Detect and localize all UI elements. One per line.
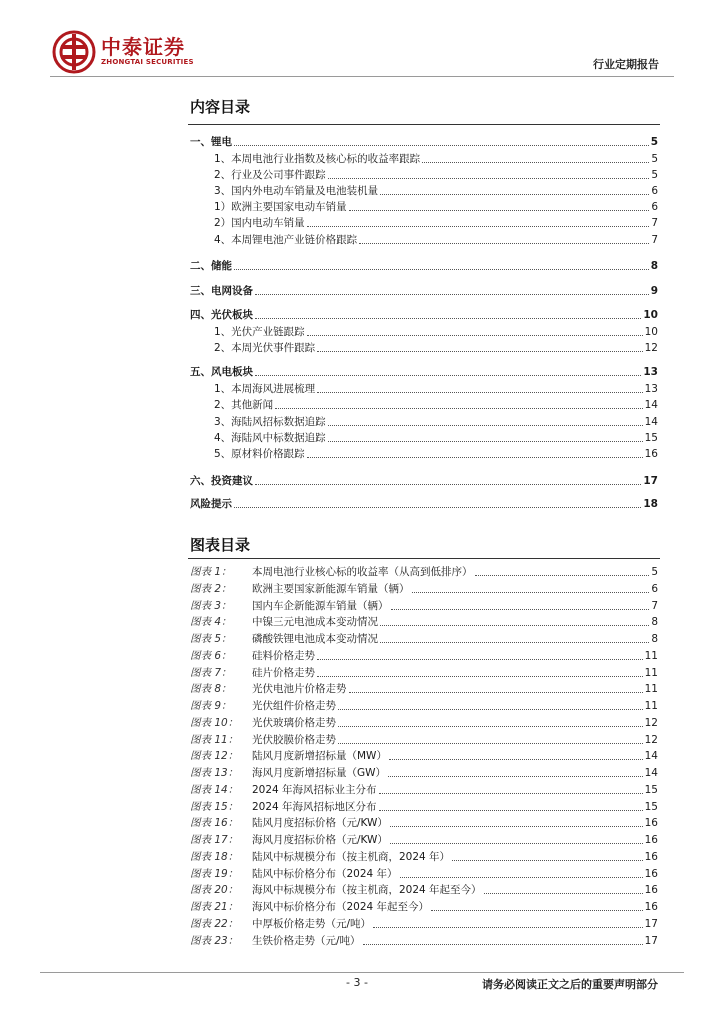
toc-title: 内容目录	[190, 98, 251, 116]
toc-entry-page: 13	[644, 383, 658, 395]
toc-entry[interactable]	[190, 472, 658, 488]
figure-entry-page: 11	[644, 700, 658, 712]
toc-entry-label: 五、风电板块	[190, 366, 253, 378]
figure-entry[interactable]	[190, 831, 658, 847]
toc-entry-label: 四、光伏板块	[190, 309, 253, 321]
dot-leader	[412, 592, 650, 593]
dot-leader	[475, 575, 650, 576]
toc-entry-page: 5	[650, 136, 658, 148]
figure-entry-page: 17	[644, 934, 658, 947]
dot-leader	[379, 793, 643, 794]
figure-entry-label: 中厚板价格走势（元/吨）	[252, 917, 372, 930]
dot-leader	[338, 726, 643, 727]
dot-leader	[328, 178, 650, 179]
toc-entry-page: 10	[644, 326, 658, 338]
brand-name-en: ZHONGTAI SECURITIES	[101, 58, 194, 66]
dot-leader	[307, 335, 643, 336]
figure-entry[interactable]	[190, 563, 658, 579]
dot-leader	[390, 826, 643, 827]
figure-entry-label: 硅料价格走势	[252, 649, 315, 662]
figure-entry-prefix: 图表 20：	[190, 884, 239, 897]
figure-entry[interactable]	[190, 915, 658, 931]
toc-entry[interactable]	[214, 231, 658, 247]
dot-leader	[255, 294, 649, 295]
dot-leader	[307, 457, 643, 458]
figures-title-divider	[188, 558, 660, 559]
toc-entry[interactable]	[190, 495, 658, 511]
toc-entry-page: 7	[651, 217, 658, 229]
toc-entry[interactable]	[214, 214, 658, 230]
toc-entry[interactable]	[190, 257, 658, 273]
dot-leader	[317, 659, 643, 660]
figure-entry-prefix: 图表 14：	[190, 783, 239, 796]
dot-leader	[234, 145, 649, 146]
toc-entry-label: 1、本周电池行业指数及核心标的收益率跟踪	[214, 153, 421, 165]
figure-entry-label: 欧洲主要国家新能源车销量（辆）	[252, 582, 410, 595]
toc-entry[interactable]	[190, 133, 658, 149]
toc-entry-page: 5	[651, 153, 658, 165]
figure-entry-label: 陆风月度招标价格（元/KW）	[252, 817, 388, 830]
figure-entry[interactable]	[190, 680, 658, 696]
figure-entry[interactable]	[190, 580, 658, 596]
toc-entry-label: 3、国内外电动车销量及电池装机量	[214, 185, 379, 197]
figure-entry-label: 生铁价格走势（元/吨）	[252, 934, 361, 947]
figure-entry-label: 陆风中标规模分布（按主机商，2024 年）	[252, 850, 451, 863]
dot-leader	[317, 392, 642, 393]
figure-entry-prefix: 图表 9：	[190, 700, 232, 712]
toc-entry-label: 2、本周光伏事件跟踪	[214, 342, 316, 354]
toc-entry[interactable]	[214, 182, 658, 198]
toc-entry-label: 4、海陆风中标数据追踪	[214, 432, 326, 444]
toc-entry-page: 15	[644, 432, 658, 444]
figure-entry-prefix: 图表 22：	[190, 917, 239, 930]
toc-entry-page: 14	[644, 399, 658, 411]
figure-entry-page: 8	[651, 616, 658, 629]
figure-entry-label: 本周电池行业核心标的收益率（从高到低排序）	[252, 566, 473, 578]
toc-entry-page: 10	[643, 309, 658, 321]
dot-leader	[349, 210, 650, 211]
dot-leader	[388, 776, 643, 777]
figure-entry[interactable]	[190, 898, 658, 914]
toc-entry-page: 16	[644, 448, 658, 460]
figure-entry[interactable]	[190, 630, 658, 646]
dot-leader	[380, 625, 649, 626]
dot-leader	[349, 692, 643, 693]
figure-entry-page: 11	[644, 666, 658, 679]
dot-leader	[275, 408, 642, 409]
figure-entry[interactable]	[190, 714, 658, 730]
toc-entry-label: 1）欧洲主要国家电动车销量	[214, 201, 347, 213]
figure-entry[interactable]	[190, 597, 658, 613]
figure-entry-prefix: 图表 21：	[190, 901, 239, 913]
figure-entry-page: 11	[644, 683, 658, 696]
figure-entry-page: 15	[644, 783, 658, 796]
dot-leader	[338, 709, 643, 710]
dot-leader	[389, 759, 643, 760]
toc-entry-page: 8	[650, 260, 658, 272]
figure-entry[interactable]	[190, 881, 658, 897]
toc-entry-page: 17	[643, 475, 658, 487]
footer-disclaimer: 请务必阅读正文之后的重要声明部分	[482, 978, 658, 991]
figure-entry-page: 14	[644, 750, 658, 763]
figure-entry-page: 11	[644, 649, 658, 662]
figure-entry[interactable]	[190, 747, 658, 763]
figure-entry-prefix: 图表 16：	[190, 817, 239, 830]
figure-entry-label: 光伏电池片价格走势	[252, 683, 347, 696]
toc-entry-page: 14	[644, 416, 658, 428]
figure-entry[interactable]	[190, 664, 658, 680]
figure-entry[interactable]	[190, 647, 658, 663]
figure-entry-page: 16	[644, 901, 658, 913]
figure-entry-prefix: 图表 17：	[190, 834, 239, 846]
figure-entry-label: 海风中标价格分布（2024 年起至今）	[252, 901, 430, 913]
toc-entry-page: 18	[643, 498, 658, 510]
report-type: 行业定期报告	[593, 58, 659, 71]
dot-leader	[234, 507, 641, 508]
dot-leader	[317, 676, 643, 677]
dot-leader	[359, 243, 649, 244]
figure-entry[interactable]	[190, 814, 658, 830]
toc-entry-label: 一、锂电	[190, 136, 232, 148]
dot-leader	[390, 843, 643, 844]
toc-entry[interactable]	[214, 396, 658, 412]
toc-entry[interactable]	[214, 166, 658, 182]
dot-leader	[338, 743, 643, 744]
brand-name-cn: 中泰证券	[101, 35, 185, 59]
figure-entry-page: 12	[644, 716, 658, 729]
figure-entry[interactable]	[190, 613, 658, 629]
figure-entry-page: 16	[644, 867, 658, 880]
figure-entry-prefix: 图表 19：	[190, 867, 239, 880]
toc-entry[interactable]	[214, 339, 658, 355]
figure-entry-prefix: 图表 10：	[190, 716, 239, 729]
figure-entry-page: 7	[651, 599, 658, 612]
figure-entry-label: 海风月度新增招标量（GW）	[252, 767, 387, 779]
dot-leader	[484, 893, 643, 894]
toc-entry-label: 4、本周锂电池产业链价格跟踪	[214, 234, 358, 246]
figure-entry[interactable]	[190, 932, 658, 948]
figure-entry-prefix: 图表 3：	[190, 599, 232, 612]
toc-entry-label: 三、电网设备	[190, 285, 253, 297]
toc-entry-page: 9	[650, 285, 658, 297]
figure-entry-label: 陆风月度新增招标量（MW）	[252, 750, 387, 763]
toc-entry-label: 2、行业及公司事件跟踪	[214, 169, 326, 181]
toc-entry-label: 二、储能	[190, 260, 232, 272]
figure-entry-page: 16	[644, 884, 658, 897]
dot-leader	[234, 269, 649, 270]
dot-leader	[380, 194, 649, 195]
toc-entry-label: 1、光伏产业链跟踪	[214, 326, 305, 338]
figure-entry-page: 12	[644, 733, 658, 746]
dot-leader	[379, 810, 643, 811]
figure-entry-label: 2024 年海风招标地区分布	[252, 800, 377, 813]
page-header	[0, 0, 724, 85]
toc-entry-label: 1、本周海风进展梳理	[214, 383, 316, 395]
toc-entry-label: 风险提示	[190, 498, 232, 510]
dot-leader	[255, 318, 641, 319]
dot-leader	[422, 162, 649, 163]
figure-entry-label: 海风月度招标价格（元/KW）	[252, 834, 388, 846]
dot-leader	[317, 351, 642, 352]
figure-entry-page: 16	[644, 850, 658, 863]
figure-entry-label: 陆风中标价格分布（2024 年）	[252, 867, 398, 880]
figure-entry-label: 硅片价格走势	[252, 666, 315, 679]
figure-entry-label: 光伏组件价格走势	[252, 700, 336, 712]
figure-entry-prefix: 图表 5：	[190, 633, 232, 645]
dot-leader	[255, 484, 641, 485]
toc-entry[interactable]	[214, 323, 658, 339]
figure-entry-page: 17	[644, 917, 658, 930]
dot-leader	[431, 910, 643, 911]
figure-entry-prefix: 图表 23：	[190, 934, 239, 947]
figure-entry-prefix: 图表 1：	[190, 566, 232, 578]
figure-entry-label: 中镍三元电池成本变动情况	[252, 616, 378, 629]
figure-entry-label: 海风中标规模分布（按主机商，2024 年起至今）	[252, 884, 482, 897]
toc-entry-page: 5	[651, 169, 658, 181]
toc-entry-page: 7	[651, 234, 658, 246]
dot-leader	[328, 425, 643, 426]
header-divider	[50, 76, 674, 77]
zhongtai-logo-icon	[52, 30, 96, 74]
figure-entry-page: 5	[651, 566, 658, 578]
toc-entry-page: 6	[651, 201, 658, 213]
figure-entry[interactable]	[190, 798, 658, 814]
toc-entry[interactable]	[190, 306, 658, 322]
figure-entry-page: 15	[644, 800, 658, 813]
figure-entry-prefix: 图表 6：	[190, 649, 232, 662]
toc-entry-page: 12	[644, 342, 658, 354]
toc-entry[interactable]	[214, 413, 658, 429]
figure-entry-prefix: 图表 11：	[190, 733, 239, 746]
toc-entry[interactable]	[214, 429, 658, 445]
toc-entry-label: 2、其他新闻	[214, 399, 274, 411]
dot-leader	[255, 375, 641, 376]
footer-divider	[40, 972, 684, 973]
figure-entry[interactable]	[190, 848, 658, 864]
figure-entry[interactable]	[190, 697, 658, 713]
figure-entry-prefix: 图表 4：	[190, 616, 232, 629]
dot-leader	[391, 609, 650, 610]
figure-entry-page: 14	[644, 767, 658, 779]
toc-entry-page: 13	[643, 366, 658, 378]
figure-entry-prefix: 图表 7：	[190, 666, 232, 679]
toc-entry[interactable]	[214, 150, 658, 166]
figure-entry-prefix: 图表 13：	[190, 767, 239, 779]
toc-title-divider	[188, 124, 660, 125]
figure-entry[interactable]	[190, 781, 658, 797]
figure-entry-page: 16	[644, 817, 658, 830]
toc-entry[interactable]	[214, 198, 658, 214]
figure-entry-prefix: 图表 15：	[190, 800, 239, 813]
figure-entry-page: 16	[644, 834, 658, 846]
figure-entry-label: 国内车企新能源车销量（辆）	[252, 599, 389, 612]
figure-entry-label: 磷酸铁锂电池成本变动情况	[252, 633, 378, 645]
figure-entry-prefix: 图表 2：	[190, 582, 232, 595]
dot-leader	[363, 944, 643, 945]
figure-entry-page: 8	[651, 633, 658, 645]
figure-entry[interactable]	[190, 865, 658, 881]
toc-entry[interactable]	[190, 282, 658, 298]
dot-leader	[380, 642, 649, 643]
toc-entry-label: 2）国内电动车销量	[214, 217, 305, 229]
figure-entry[interactable]	[190, 764, 658, 780]
toc-entry[interactable]	[214, 380, 658, 396]
figure-entry-prefix: 图表 12：	[190, 750, 239, 763]
figure-entry-label: 2024 年海风招标业主分布	[252, 783, 377, 796]
figure-entry[interactable]	[190, 731, 658, 747]
dot-leader	[373, 927, 643, 928]
dot-leader	[328, 441, 643, 442]
figures-title: 图表目录	[190, 536, 251, 554]
dot-leader	[400, 877, 643, 878]
dot-leader	[307, 226, 650, 227]
figure-entry-label: 光伏玻璃价格走势	[252, 716, 336, 729]
page-number: - 3 -	[346, 976, 368, 989]
figure-entry-label: 光伏胶膜价格走势	[252, 733, 336, 746]
toc-entry-page: 6	[651, 185, 658, 197]
figure-entry-page: 6	[651, 582, 658, 595]
dot-leader	[452, 860, 643, 861]
figure-entry-prefix: 图表 8：	[190, 683, 232, 696]
figure-entry-prefix: 图表 18：	[190, 850, 239, 863]
toc-entry[interactable]	[190, 363, 658, 379]
toc-entry-label: 六、投资建议	[190, 475, 253, 487]
toc-entry-label: 3、海陆风招标数据追踪	[214, 416, 326, 428]
toc-entry-label: 5、原材料价格跟踪	[214, 448, 305, 460]
toc-entry[interactable]	[214, 445, 658, 461]
